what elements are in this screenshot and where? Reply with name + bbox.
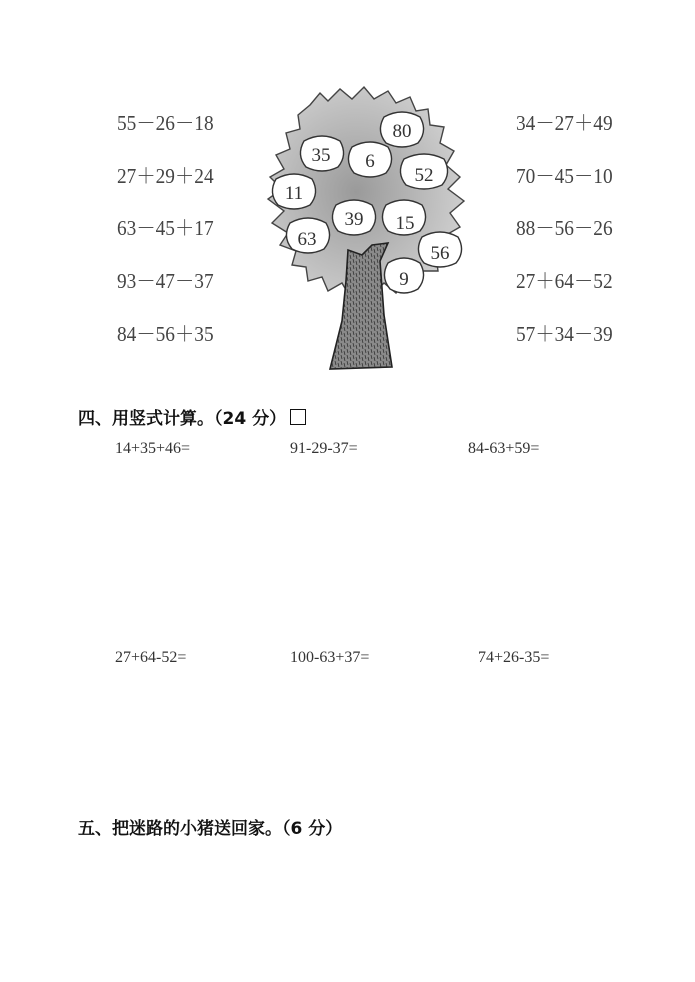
svg-text:56: 56	[430, 243, 450, 264]
svg-text:35: 35	[311, 145, 331, 166]
svg-text:80: 80	[392, 121, 412, 142]
right-expression-5: 57＋34－39	[516, 322, 613, 346]
checkbox-icon	[290, 409, 306, 425]
right-expression-1: 34－27＋49	[516, 111, 613, 135]
svg-text:52: 52	[414, 165, 434, 186]
section4-title: 四、用竖式计算。（24 分）	[78, 409, 287, 429]
problem-1: 14+35+46=	[115, 440, 191, 457]
left-expression-5: 84－56＋35	[117, 322, 214, 346]
apple-56	[418, 232, 461, 267]
apple-80	[380, 112, 423, 147]
apple-tree-illustration	[250, 85, 480, 375]
left-expression-2: 27＋29＋24	[117, 164, 214, 188]
apple-35	[300, 136, 343, 171]
svg-text:11: 11	[284, 183, 304, 204]
apple-39	[332, 200, 375, 235]
apple-6	[348, 142, 391, 177]
left-expression-3: 63－45＋17	[117, 216, 214, 240]
section5-title: 五、把迷路的小猪送回家。（6 分）	[78, 819, 343, 839]
apple-9	[384, 258, 423, 293]
apple-15	[382, 200, 425, 235]
problem-5: 100-63+37=	[290, 649, 370, 666]
svg-text:9: 9	[399, 269, 409, 290]
right-expression-2: 70－45－10	[516, 164, 613, 188]
problem-4: 27+64-52=	[115, 649, 187, 666]
problem-2: 91-29-37=	[290, 440, 358, 457]
svg-text:63: 63	[297, 229, 317, 250]
svg-text:15: 15	[395, 213, 415, 234]
apple-63	[286, 218, 329, 253]
left-expression-4: 93－47－37	[117, 269, 214, 293]
right-expression-3: 88－56－26	[516, 216, 613, 240]
problem-6: 74+26-35=	[478, 649, 550, 666]
apple-52	[400, 154, 447, 189]
problem-3: 84-63+59=	[468, 440, 540, 457]
svg-text:6: 6	[365, 151, 375, 172]
apple-11	[272, 174, 315, 209]
left-expression-1: 55－26－18	[117, 111, 214, 135]
section4-heading	[78, 404, 306, 429]
svg-text:39: 39	[344, 209, 364, 230]
right-expression-4: 27＋64－52	[516, 269, 613, 293]
